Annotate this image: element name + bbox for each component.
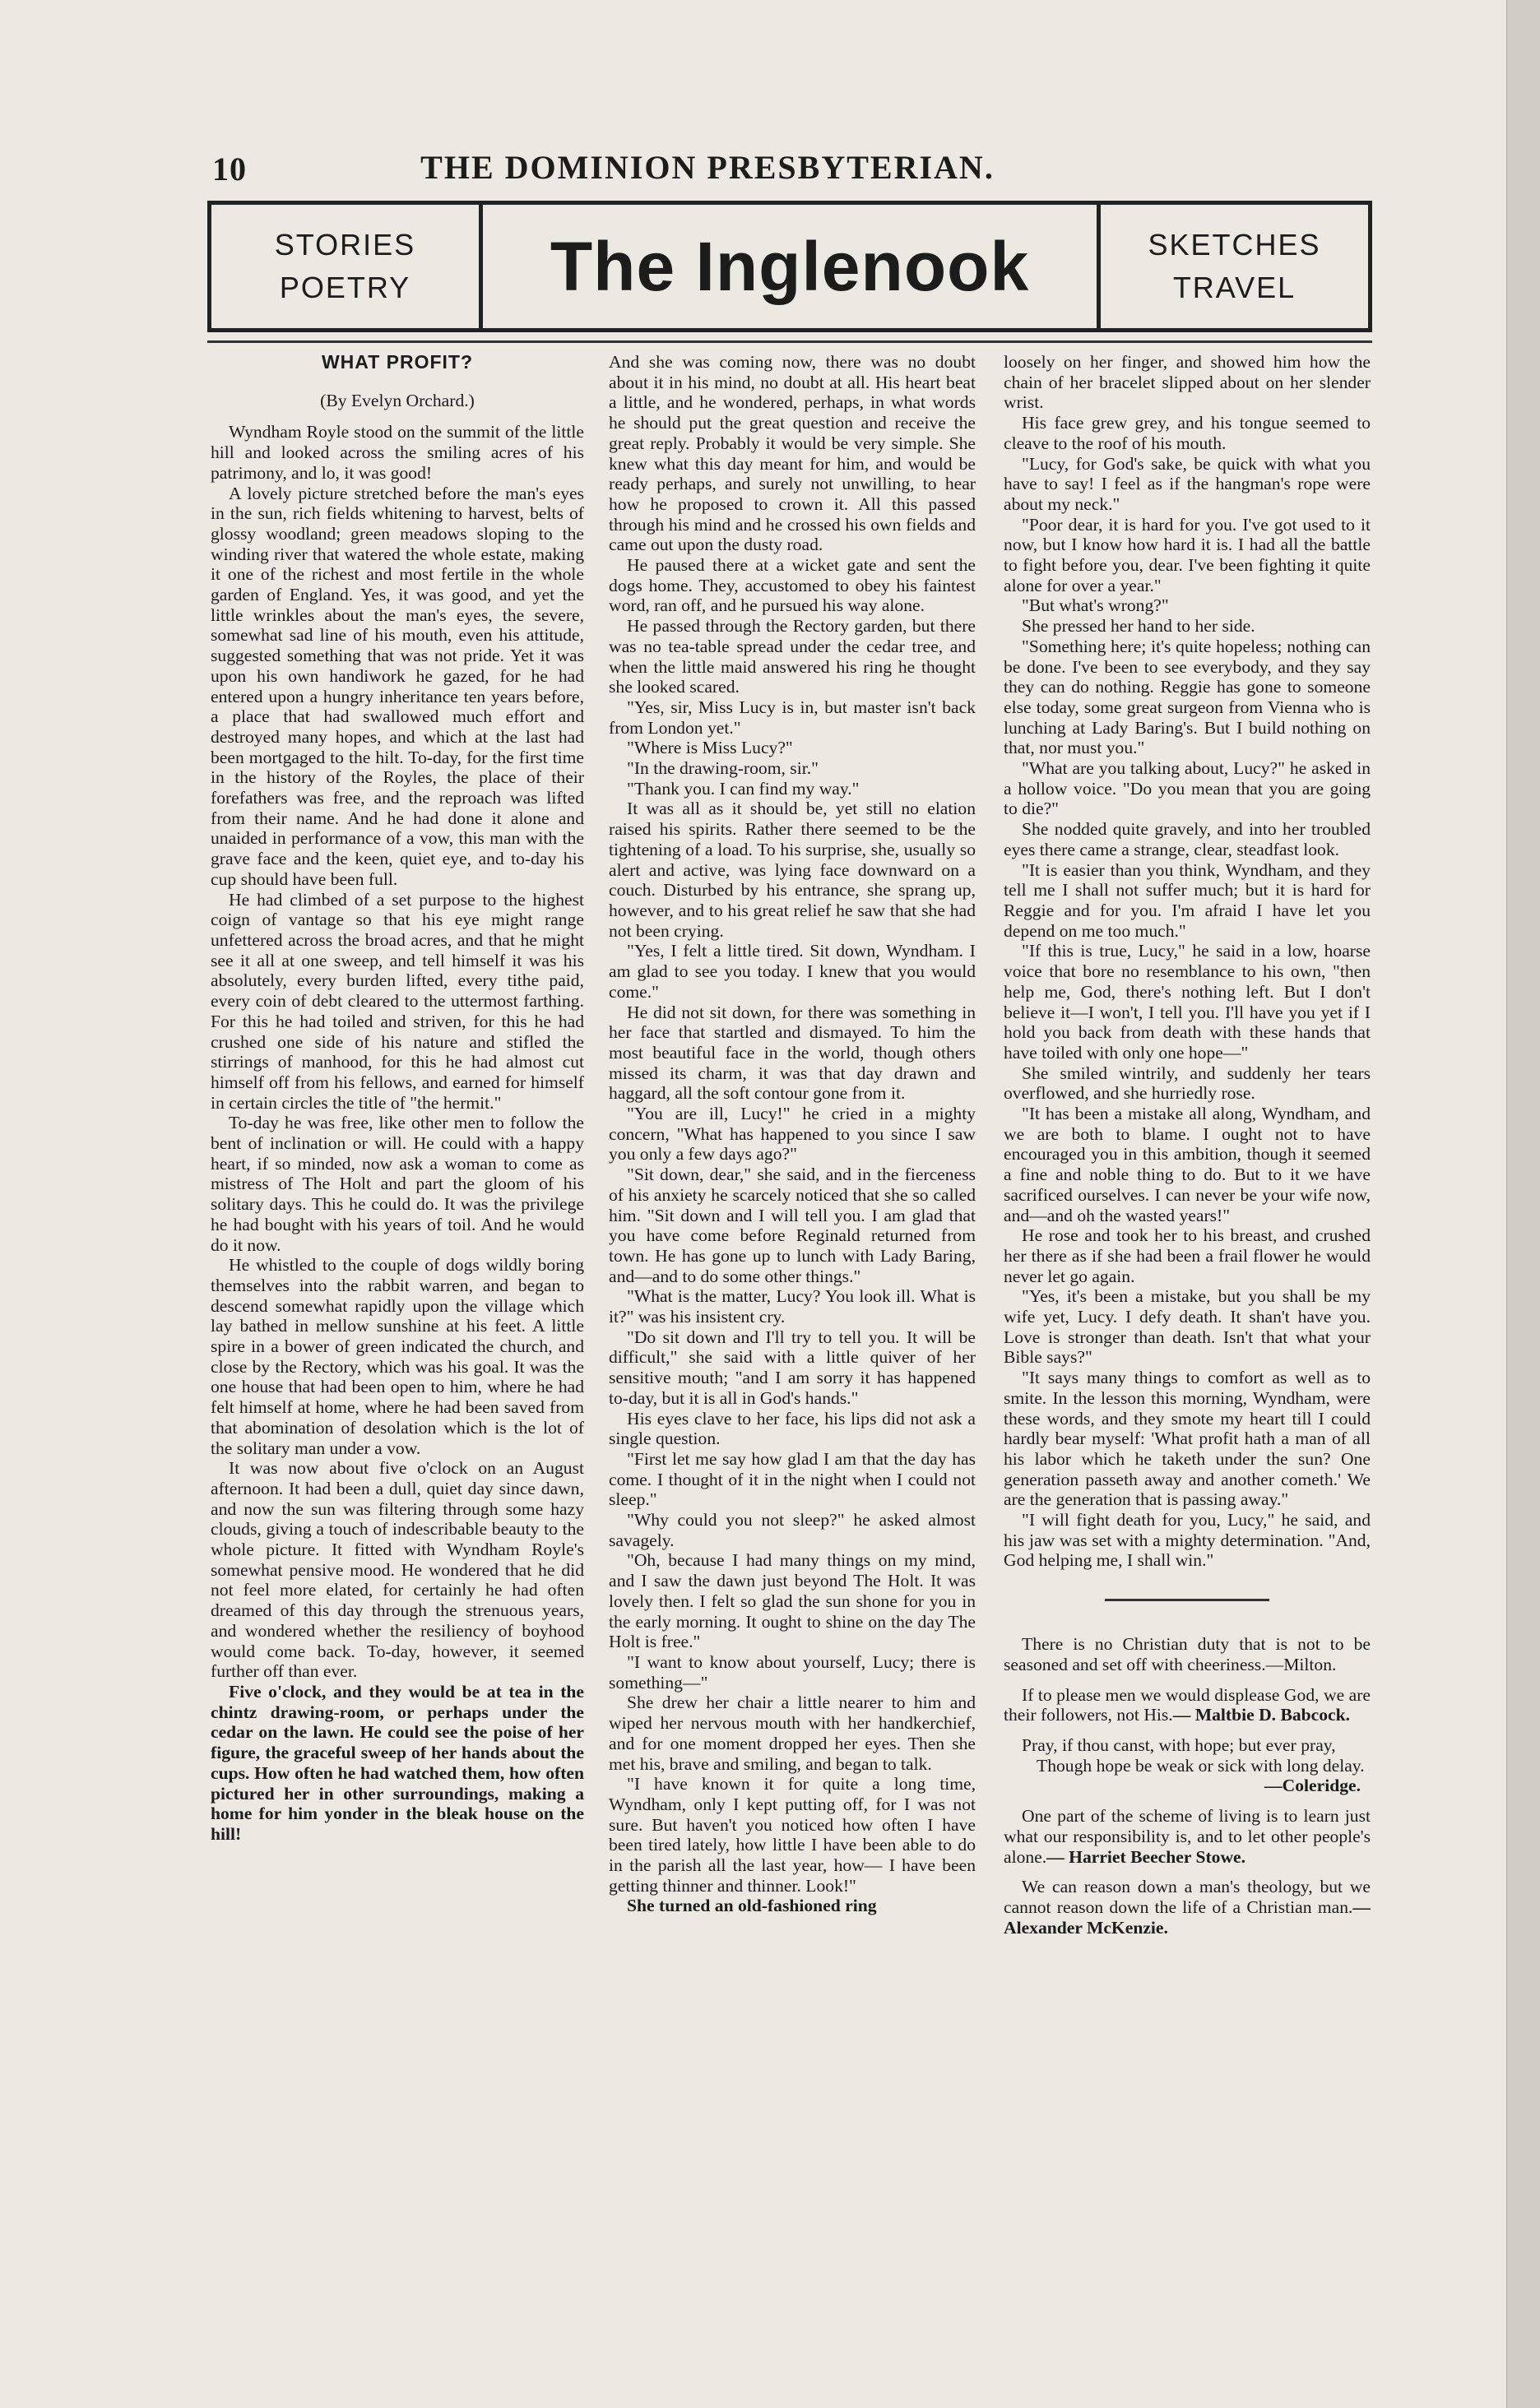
paragraph: She turned an old-fashioned ring [627,1896,877,1916]
paragraph: loosely on her finger, and showed him how the chain of her bracelet slipped about on her slender wrist. [1004,352,1371,413]
paragraph: "I want to know about yourself, Lucy; there is something—" [609,1652,976,1693]
quote-babcock [1004,1685,1371,1725]
paragraph: "It is easier than you think, Wyndham, and they tell me I shall not suffer much; but it is hard for Reggie and for you. I'm afraid I have let you depend on me too much." [1004,859,1371,941]
banner-right [1097,205,1368,328]
paragraph: "In the drawing-room, sir." [627,758,819,779]
paragraph: "First let me say how glad I am that the day has come. I thought of it in the night when I could not sleep." [609,1448,976,1510]
paragraph: "Poor dear, it is hard for you. I've got used to it now, but I know how hard it is. I had all the battle to fight before you, dear. I've been fighting it quite alone for over a year." [1004,514,1371,595]
quote-text: There is no Christian duty that is not to be seasoned and set off with cheeriness. [1004,1634,1371,1674]
banner-label-travel: TRAVEL [1172,271,1296,304]
paragraph: She nodded quite gravely, and into her troubled eyes there came a strange, clear, steadfast look. [1004,819,1371,859]
paragraph: His eyes clave to her face, his lips did not ask a single question. [609,1408,976,1449]
paragraph: "Yes, I felt a little tired. Sit down, Wyndham. I am glad to see you today. I knew that you would come." [609,941,976,1002]
paragraph: He rose and took her to his breast, and crushed her there as if she had been a frail flower he would never let go again. [1004,1225,1371,1286]
quote-mckenzie [1004,1877,1371,1938]
header-rule [207,340,1372,343]
paragraph: She drew her chair a little nearer to him and wiped her nervous mouth with her handkerchief, and for one moment dropped her eyes. Then she met his, brave and smiling, and began to talk. [609,1693,976,1774]
paragraph: She smiled wintrily, and suddenly her tears overflowed, and she hurriedly rose. [1004,1063,1371,1104]
paragraph: "What is the matter, Lucy? You look ill. What is it?" was his insistent cry. [609,1286,976,1327]
paragraph: "I have known it for quite a long time, Wyndham, only I kept putting off, for I was not sure. But haven't you noticed how often I have been tired lately, how little I have been able to do in the parish all the last year, how— I have been getting thinner and thinner. Look!" [609,1774,976,1896]
section-divider [1105,1599,1269,1601]
page-edge [1506,0,1540,2408]
paragraph: He had climbed of a set purpose to the highest coign of vantage so that his eye might range unfettered across the broad acres, and that he might see it all at one sweep, and tell himself it was his absolutely, every burden lifted, every tithe paid, every coin of debt cleared to the uttermost farthing. For this he had toiled and striven, for this he had crushed one side of his nature and stifled the stirrings of manhood, for this he had almost cut himself off from his fellows, and earned for himself in certain circles the title of "the hermit." [211,889,584,1113]
quote-text: We can reason down a man's theology, but we cannot reason down the life of a Christian man. [1004,1877,1371,1917]
paragraph: And she was coming now, there was no doubt about it in his mind, no doubt at all. His heart beat a little, and he wondered, perhaps, in what words he should put the great question and receive the great reply. Probably it would be very simple. She knew what this day meant for him, and would be ready perhaps, and surely not unwilling, to hear how he proposed to crown it. All this passed through his mind and he crossed his own fields and came out upon the dusty road. [609,352,976,555]
paragraph: "What are you talking about, Lucy?" he asked in a hollow voice. "Do you mean that you are going to die?" [1004,758,1371,819]
paragraph: "Lucy, for God's sake, be quick with what you have to say! I feel as if the hangman's rope were about my neck." [1004,453,1371,514]
paragraph: He paused there at a wicket gate and sent the dogs home. They, accustomed to obey his faintest word, ran off, and he pursued his way alone. [609,555,976,616]
paragraph: It was all as it should be, yet still no elation raised his spirits. Rather there seemed to be the tightening of a load. To his surprise, she, usually so alert and active, was lying face downward on a couch. Disturbed by his entrance, she sprang up, however, and to his great relief he saw that she had not been crying. [609,799,976,941]
section-title: The Inglenook [550,227,1030,305]
page-number: 10 [212,150,247,188]
paragraph: "But what's wrong?" [1022,595,1169,616]
paragraph: He whistled to the couple of dogs wildly boring themselves into the rabbit warren, and began to descend somewhat rapidly upon the village which lay bathed in mellow sunshine at his feet. A little spire in a bower of green indicated the church, and close by the Rectory, which was his goal. It was the one house that had been open to him, where he had felt himself at home, where he had been saved from that abomination of desolation which is the lot of the solitary man under a vow. [211,1255,584,1458]
paragraph: "Yes, sir, Miss Lucy is in, but master isn't back from London yet." [609,697,976,738]
quote-author: — Maltbie D. Babcock. [1172,1705,1351,1725]
paragraph: "Why could you not sleep?" he asked almost savagely. [609,1510,976,1550]
column-2 [609,352,976,1916]
quote-author: —Milton. [1265,1654,1337,1674]
quote-author: — Harriet Beecher Stowe. [1046,1846,1246,1867]
paragraph: "Thank you. I can find my way." [627,778,860,799]
paragraph: "Sit down, dear," she said, and in the fierceness of his anxiety he scarcely noticed that she so called him. "Sit down and I will tell you. I am glad that you have come before Reginald returned from town. He has gone up to lunch with Lady Baring, and—and to do some other things." [609,1165,976,1286]
column-1 [211,352,584,1845]
paragraph: "I will fight death for you, Lucy," he said, and his jaw was set with a mighty determination. "And, God helping me, I shall win." [1004,1510,1371,1571]
story-byline: (By Evelyn Orchard.) [320,390,475,410]
paragraph: "You are ill, Lucy!" he cried in a mighty concern, "What has happened to you since I saw you only a few days ago?" [609,1104,976,1165]
publication-title: THE DOMINION PRESBYTERIAN. [420,149,995,186]
paragraph: "Something here; it's quite hopeless; nothing can be done. I've been to see everybody, and they say they can do nothing. Reggie has gone to someone else today, some great surgeon from Vienna who is lunching at Lady Baring's. But I build nothing on that, nor must you." [1004,636,1371,758]
paragraph: It was now about five o'clock on an August afternoon. It had been a dull, quiet day since dawn, and now the sun was filtering through some hazy clouds, giving a touch of indescribable beauty to the whole picture. It fitted with Wyndham Royle's somewhat pensive mood. He wondered that he did not feel more elated, for certainly he had often dreamed of this day through the strenuous years, and wondered whether the resiliency of boyhood would come back. To-day, however, it seemed further off than ever. [211,1458,584,1682]
quote-stowe [1004,1806,1371,1867]
banner-left [211,205,483,328]
paragraph: His face grew grey, and his tongue seemed to cleave to the roof of his mouth. [1004,413,1371,453]
paragraph: Five o'clock, and they would be at tea in the chintz drawing-room, or perhaps under the cedar on the lawn. He could see the poise of her figure, the graceful sweep of her hands about the cups. How often he had watched them, how often pictured her in other surroundings, making a home for him yonder in the bleak house on the hill! [211,1682,584,1844]
paragraph: He passed through the Rectory garden, but there was no tea-table spread under the cedar tree, and when the little maid answered his ring he thought she looked scared. [609,616,976,697]
paragraph: He did not sit down, for there was something in her face that startled and dismayed. To him the most beautiful face in the world, though others missed its charm, it was that day drawn and haggard, all the soft contour gone from it. [609,1002,976,1104]
story-title: WHAT PROFIT? [321,351,474,373]
quote-coleridge-line2: Though hope be weak or sick with long delay. [1037,1755,1365,1776]
quote-text: If to please men we would displease God, we are their followers, not His. [1004,1684,1371,1725]
quote-text: One part of the scheme of living is to learn just what our responsibility is, and to let other people's alone. [1004,1806,1371,1867]
paragraph: "If this is true, Lucy," he said in a low, hoarse voice that bore no resemblance to his own, "then help me, God, there's nothing left. But I don't believe it—I won't, I tell you. I'll have you yet if I hold you back from death with these hands that have toiled with only one hope—" [1004,941,1371,1063]
quote-milton [1004,1634,1371,1674]
paragraph: A lovely picture stretched before the man's eyes in the sun, rich fields whitening to harvest, belts of glossy woodland; green meadows sloping to the winding river that watered the whole estate, making it one of the richest and most fertile in the whole garden of England. Yes, it was good, and yet the little wrinkles about the man's eyes, the severe, somewhat sad line of his mouth, even his attitude, suggested something that was not pride. Yet it was upon his own handiwork he gazed, for he had entered upon a hungry inheritance ten years before, a place that had swallowed much effort and destroyed many hopes, and which at the last had been mortgaged to the hilt. To-day, for the first time in the history of the Royles, the place of their forefathers was free, and the reproach was lifted from their name. And he had done it alone and unaided in performance of a vow, this man with the grave face and the keen, quiet eye, and to-day his cup should have been full. [211,483,584,889]
paragraph: "Oh, because I had many things on my mind, and I saw the dawn just beyond The Holt. It was lovely then. I felt so glad the sun shone for you in the early morning. It ought to shine on the day The Holt is free." [609,1550,976,1652]
banner-label-poetry: POETRY [279,271,411,304]
quote-author: —Alexander McKenzie. [1004,1896,1371,1938]
banner-label-sketches: SKETCHES [1148,227,1321,262]
paragraph: To-day he was free, like other men to follow the bent of inclination or will. He could with a happy heart, if so minded, now ask a woman to come as mistress of The Holt and part the gloom of his solitary days. This he could do. It was the privilege he had bought with his years of toil. And he would do it now. [211,1113,584,1255]
column-3 [1004,352,1371,1938]
paragraph: She pressed her hand to her side. [1022,616,1255,637]
paragraph: Wyndham Royle stood on the summit of the little hill and looked across the smiling acres of his patrimony, and lo, it was good! [211,422,584,483]
paragraph: "It says many things to comfort as well as to smite. In the lesson this morning, Wyndham, were these words, and they smote my heart till I could hardly bear myself: 'What profit hath a man of all his labor which he taketh under the sun? One generation passeth away and another cometh.' We are the generation that is passing away." [1004,1368,1371,1510]
paragraph: "Yes, it's been a mistake, but you shall be my wife yet, Lucy. I defy death. It shan't have you. Love is stronger than death. Isn't that what your Bible says?" [1004,1286,1371,1368]
banner-label-stories: STORIES [274,227,416,262]
paragraph: "Where is Miss Lucy?" [627,738,793,758]
paragraph: "It has been a mistake all along, Wyndham, and we are both to blame. I ought not to have encouraged you in this ambition, though it seemed a fine and noble thing to do. But to it we have sacrificed ourselves. I can never be your wife now, and—and oh the wasted years!" [1004,1104,1371,1225]
quote-coleridge-line1: Pray, if thou canst, with hope; but ever pray, [1022,1735,1336,1755]
quote-author: —Coleridge. [1264,1776,1361,1796]
section-banner [207,201,1372,332]
paragraph: "Do sit down and I'll try to tell you. It will be difficult," she said with a little quiver of her sensitive mouth; "and I am sorry it has happened to-day, but it is all in God's hands." [609,1327,976,1408]
